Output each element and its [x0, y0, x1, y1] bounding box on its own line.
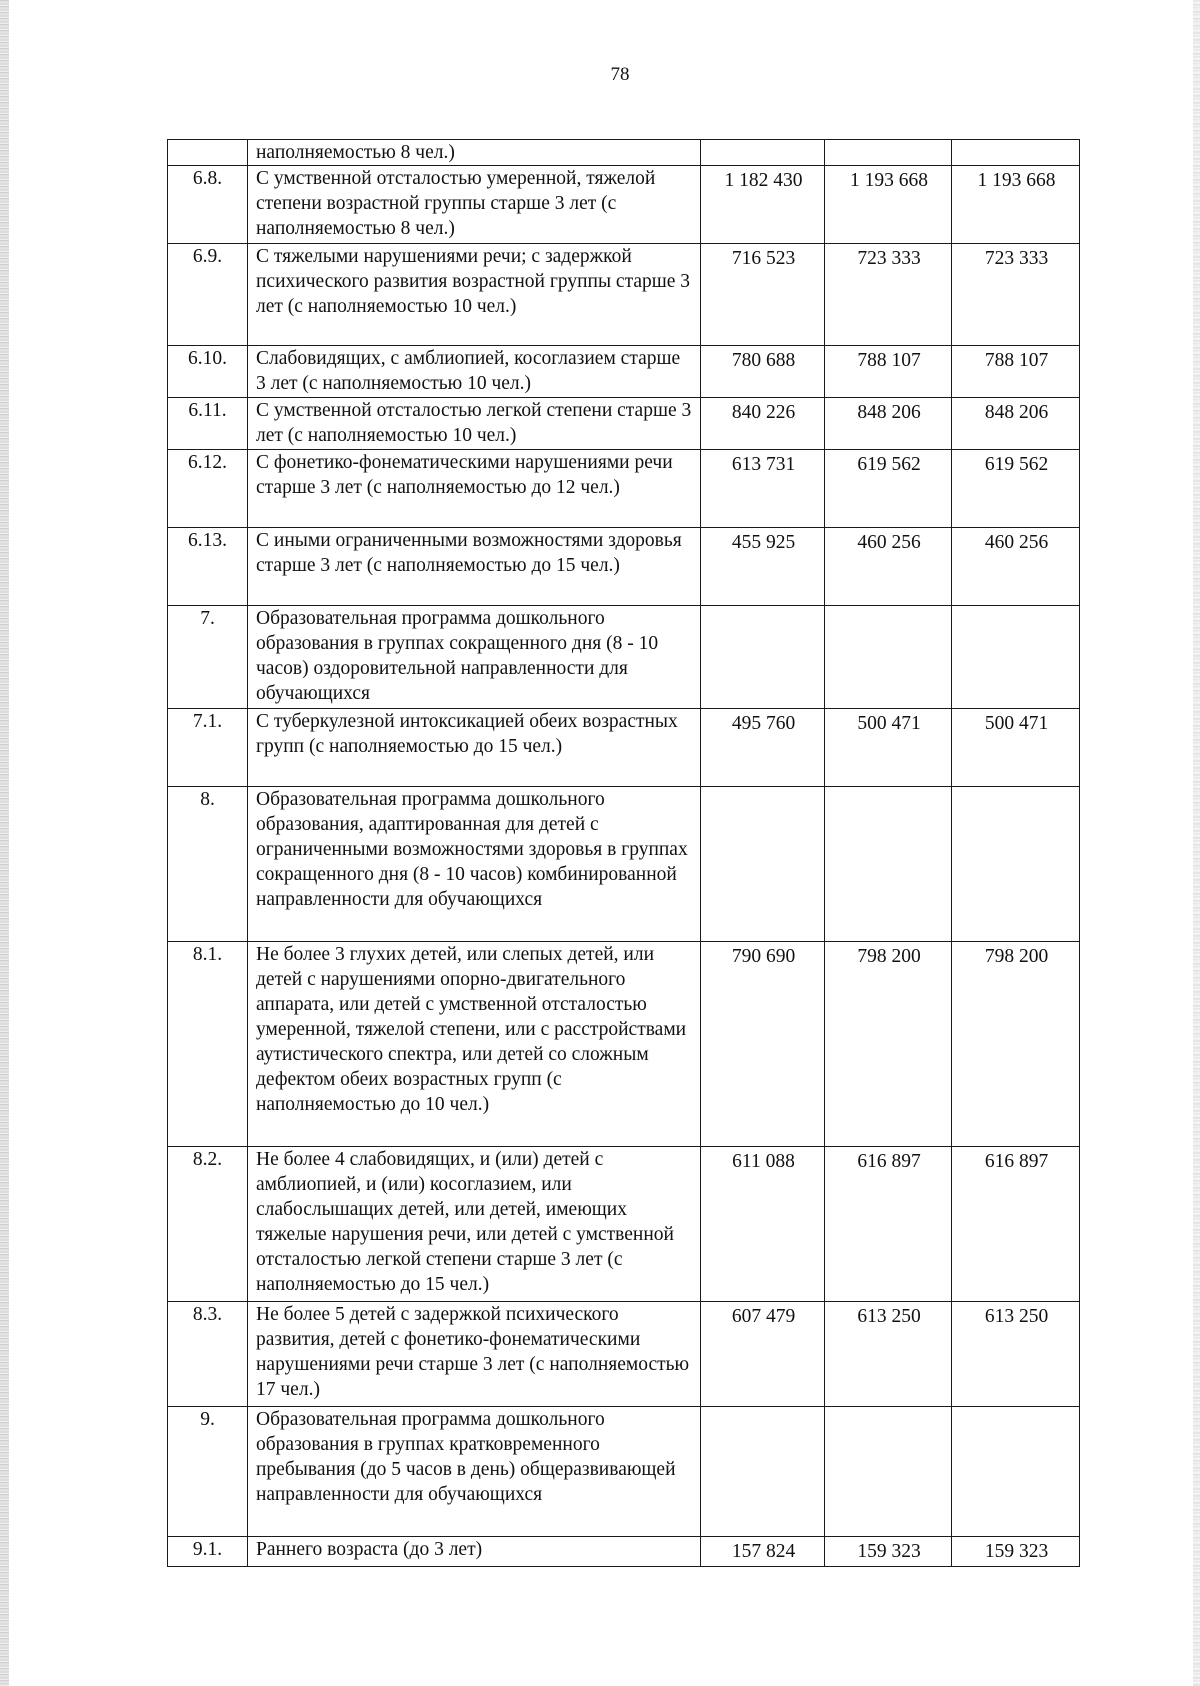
table-row [168, 787, 1080, 942]
row-value-1: 716 523 [701, 244, 825, 346]
row-value-2: 460 256 [825, 528, 952, 606]
row-value-2: 798 200 [825, 942, 952, 1147]
row-value-1: 1 182 430 [701, 166, 825, 244]
row-value-2: 500 471 [825, 709, 952, 787]
row-value-1 [701, 606, 825, 709]
row-value-3: 619 562 [952, 450, 1080, 528]
row-description: Образовательная программа дошкольного образования в группах кратковременного пребывания (до 5 часов в день) общеразвивающей направленности для обучающихся [248, 1407, 701, 1537]
row-description: С тяжелыми нарушениями речи; с задержкой психического развития возрастной группы старше 3 лет (с наполняемостью 10 чел.) [248, 244, 701, 346]
row-value-3 [952, 787, 1080, 942]
row-value-1 [701, 1407, 825, 1537]
row-value-1: 613 731 [701, 450, 825, 528]
row-value-3: 723 333 [952, 244, 1080, 346]
row-value-3: 788 107 [952, 346, 1080, 398]
row-description: Не более 3 глухих детей, или слепых детей, или детей с нарушениями опорно-двигательного аппарата, или детей с умственной отсталостью умеренной, тяжелой степени, или с расстройствами аутистического спектра, или детей со сложным дефектом обеих возрастных групп (с наполняемостью до 10 чел.) [248, 942, 701, 1147]
row-value-3: 848 206 [952, 398, 1080, 450]
row-number: 9.1. [168, 1537, 248, 1567]
row-value-2 [825, 606, 952, 709]
row-value-1: 790 690 [701, 942, 825, 1147]
row-value-2: 1 193 668 [825, 166, 952, 244]
row-description: Раннего возраста (до 3 лет) [248, 1537, 701, 1567]
row-description: С умственной отсталостью легкой степени старше 3 лет (с наполняемостью 10 чел.) [248, 398, 701, 450]
row-value-2 [825, 1407, 952, 1537]
table-row [168, 528, 1080, 606]
row-value-2: 159 323 [825, 1537, 952, 1567]
scan-edge-right [1193, 0, 1200, 1686]
row-number: 6.11. [168, 398, 248, 450]
row-value-3: 500 471 [952, 709, 1080, 787]
row-value-3 [952, 606, 1080, 709]
row-value-3: 159 323 [952, 1537, 1080, 1567]
row-value-2: 723 333 [825, 244, 952, 346]
row-value-1: 157 824 [701, 1537, 825, 1567]
row-value-2 [825, 140, 952, 166]
row-value-1: 607 479 [701, 1302, 825, 1407]
row-value-3: 616 897 [952, 1147, 1080, 1302]
row-value-1 [701, 787, 825, 942]
row-number [168, 140, 248, 166]
row-description: Не более 4 слабовидящих, и (или) детей с амблиопией, и (или) косоглазием, или слабослышащих детей, или детей, имеющих тяжелые нарушения речи, или детей с умственной отсталостью легкой степени старше 3 лет (с наполняемостью до 15 чел.) [248, 1147, 701, 1302]
row-value-2 [825, 787, 952, 942]
row-number: 6.9. [168, 244, 248, 346]
scan-edge-left [0, 0, 9, 1686]
row-value-3 [952, 140, 1080, 166]
row-number: 8.2. [168, 1147, 248, 1302]
row-number: 8.1. [168, 942, 248, 1147]
table-row [168, 709, 1080, 787]
row-number: 6.10. [168, 346, 248, 398]
row-description: С умственной отсталостью умеренной, тяжелой степени возрастной группы старше 3 лет (с наполняемостью 8 чел.) [248, 166, 701, 244]
row-description: С фонетико-фонематическими нарушениями речи старше 3 лет (с наполняемостью до 12 чел.) [248, 450, 701, 528]
table-row [168, 140, 1080, 166]
table-row [168, 398, 1080, 450]
row-value-2: 848 206 [825, 398, 952, 450]
row-value-1: 611 088 [701, 1147, 825, 1302]
table-row [168, 1302, 1080, 1407]
row-number: 6.8. [168, 166, 248, 244]
page-number: 78 [610, 64, 630, 85]
row-description: Слабовидящих, с амблиопией, косоглазием старше 3 лет (с наполняемостью 10 чел.) [248, 346, 701, 398]
row-number: 6.13. [168, 528, 248, 606]
row-value-1 [701, 140, 825, 166]
row-value-1: 455 925 [701, 528, 825, 606]
row-value-3 [952, 1407, 1080, 1537]
row-value-3: 613 250 [952, 1302, 1080, 1407]
row-value-1: 495 760 [701, 709, 825, 787]
table-row [168, 244, 1080, 346]
row-value-3: 798 200 [952, 942, 1080, 1147]
row-value-2: 788 107 [825, 346, 952, 398]
table-row [168, 1407, 1080, 1537]
tariff-table [167, 139, 1080, 1567]
row-value-1: 840 226 [701, 398, 825, 450]
row-number: 7. [168, 606, 248, 709]
table-row [168, 1147, 1080, 1302]
row-description: Образовательная программа дошкольного образования в группах сокращенного дня (8 - 10 часов) оздоровительной направленности для обучающихся [248, 606, 701, 709]
row-value-3: 460 256 [952, 528, 1080, 606]
row-description: Образовательная программа дошкольного образования, адаптированная для детей с ограниченными возможностями здоровья в группах сокращенного дня (8 - 10 часов) комбинированной направленности для обучающихся [248, 787, 701, 942]
row-value-2: 619 562 [825, 450, 952, 528]
row-number: 7.1. [168, 709, 248, 787]
row-number: 9. [168, 1407, 248, 1537]
row-value-2: 613 250 [825, 1302, 952, 1407]
row-value-1: 780 688 [701, 346, 825, 398]
row-value-3: 1 193 668 [952, 166, 1080, 244]
row-description: наполняемостью 8 чел.) [248, 140, 701, 166]
table-row [168, 346, 1080, 398]
row-value-2: 616 897 [825, 1147, 952, 1302]
table-row [168, 166, 1080, 244]
row-number: 8. [168, 787, 248, 942]
row-description: С туберкулезной интоксикацией обеих возрастных групп (с наполняемостью до 15 чел.) [248, 709, 701, 787]
table-row [168, 942, 1080, 1147]
table-row [168, 606, 1080, 709]
row-number: 6.12. [168, 450, 248, 528]
table-row [168, 1537, 1080, 1567]
table-row [168, 450, 1080, 528]
row-description: Не более 5 детей с задержкой психического развития, детей с фонетико-фонематическими нарушениями речи старше 3 лет (с наполняемостью 17 чел.) [248, 1302, 701, 1407]
row-number: 8.3. [168, 1302, 248, 1407]
row-description: С иными ограниченными возможностями здоровья старше 3 лет (с наполняемостью до 15 чел.) [248, 528, 701, 606]
